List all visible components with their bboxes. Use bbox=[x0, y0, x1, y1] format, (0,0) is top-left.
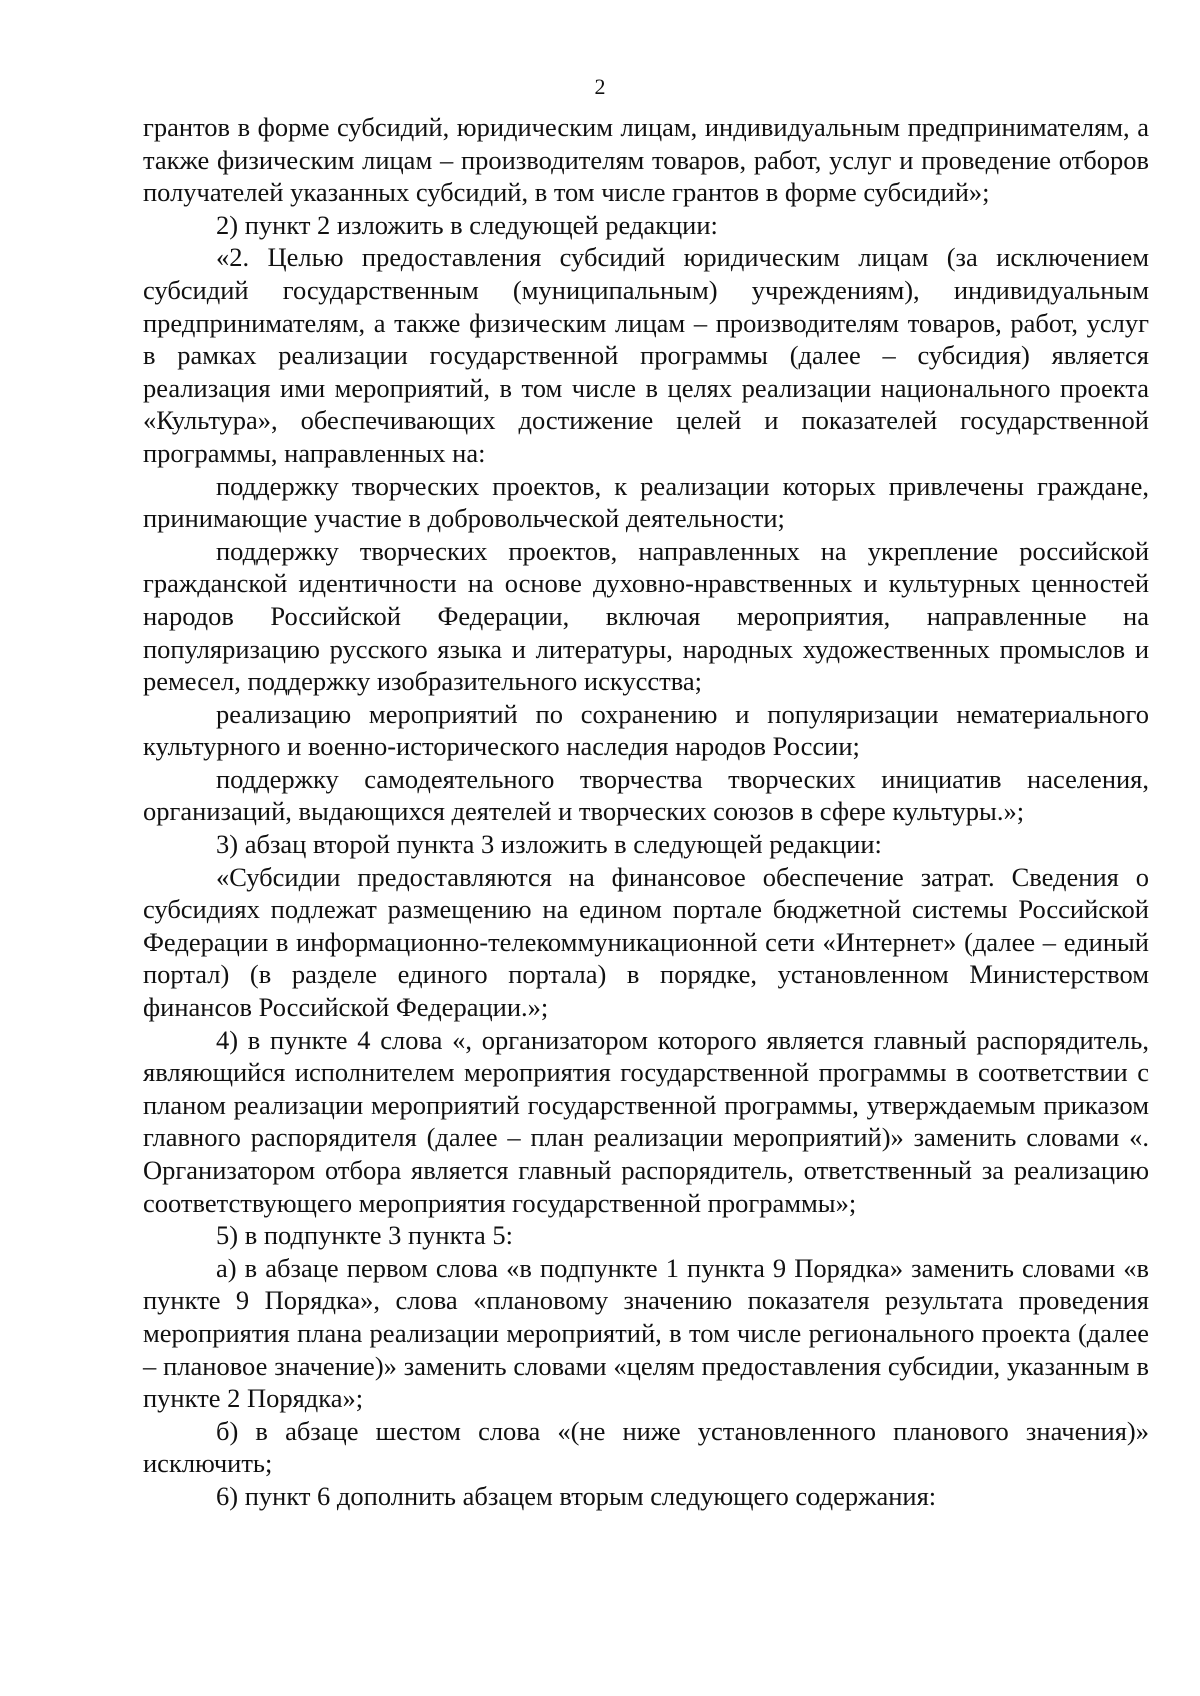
paragraph: грантов в форме субсидий, юридическим лицам, индивидуальным предпринимателям, а также физическим лицам – производителям товаров, работ, услуг и проведение отборов получателей указанных субсидий, в том числе грантов в форме субсидий»; bbox=[143, 112, 1149, 208]
paragraph: «Субсидии предоставляются на финансовое обеспечение затрат. Сведения о субсидиях подлежат размещению на едином портале бюджетной системы Российской Федерации в информационно-телекоммуникационной сети «Интернет» (далее – единый портал) (в разделе единого портала) в порядке, установленном Министерством финансов Российской Федерации.»; bbox=[143, 861, 1149, 1023]
document-body bbox=[143, 111, 1149, 1513]
paragraph: 2) пункт 2 изложить в следующей редакции: bbox=[216, 209, 718, 240]
paragraph: поддержку самодеятельного творчества творческих инициатив населения, организаций, выдающихся деятелей и творческих союзов в сфере культуры.»; bbox=[143, 763, 1149, 827]
paragraph: «2. Целью предоставления субсидий юридическим лицам (за исключением субсидий государственным (муниципальным) учреждениям), индивидуальным предпринимателям, а также физическим лицам – производителям товаров, работ, услуг в рамках реализации государственной программы (далее – субсидия) является реализация ими мероприятий, в том числе в целях реализации национального проекта «Культура», обеспечивающих достижение целей и показателей государственной программы, направленных на: bbox=[143, 242, 1149, 468]
paragraph: 5) в подпункте 3 пункта 5: bbox=[216, 1220, 514, 1251]
paragraph: 4) в пункте 4 слова «, организатором которого является главный распорядитель, являющийся исполнителем мероприятия государственной программы в соответствии с планом реализации мероприятий государственной программы, утверждаемым приказом главного распорядителя (далее – план реализации мероприятий)» заменить словами «. Организатором отбора является главный распорядитель, ответственный за реализацию соответствующего мероприятия государственной программы»; bbox=[143, 1024, 1149, 1218]
paragraph: 3) абзац второй пункта 3 изложить в следующей редакции: bbox=[216, 829, 882, 860]
paragraph: б) в абзаце шестом слова «(не ниже установленного планового значения)» исключить; bbox=[143, 1415, 1149, 1479]
page-number: 2 bbox=[594, 74, 606, 99]
paragraph: реализацию мероприятий по сохранению и популяризации нематериального культурного и военно-исторического наследия народов России; bbox=[143, 698, 1149, 762]
paragraph: 6) пункт 6 дополнить абзацем вторым следующего содержания: bbox=[216, 1480, 937, 1511]
paragraph: поддержку творческих проектов, к реализации которых привлечены граждане, принимающие участие в добровольческой деятельности; bbox=[143, 470, 1149, 534]
paragraph: а) в абзаце первом слова «в подпункте 1 пункта 9 Порядка» заменить словами «в пункте 9 Порядка», слова «плановому значению показателя результата проведения мероприятия плана реализации мероприятий, в том числе регионального проекта (далее – плановое значение)» заменить словами «целям предоставления субсидии, указанным в пункте 2 Порядка»; bbox=[143, 1252, 1149, 1414]
paragraph: поддержку творческих проектов, направленных на укрепление российской гражданской идентичности на основе духовно-нравственных и культурных ценностей народов Российской Федерации, включая мероприятия, направленные на популяризацию русского языка и литературы, народных художественных промыслов и ремесел, поддержку изобразительного искусства; bbox=[143, 535, 1149, 697]
